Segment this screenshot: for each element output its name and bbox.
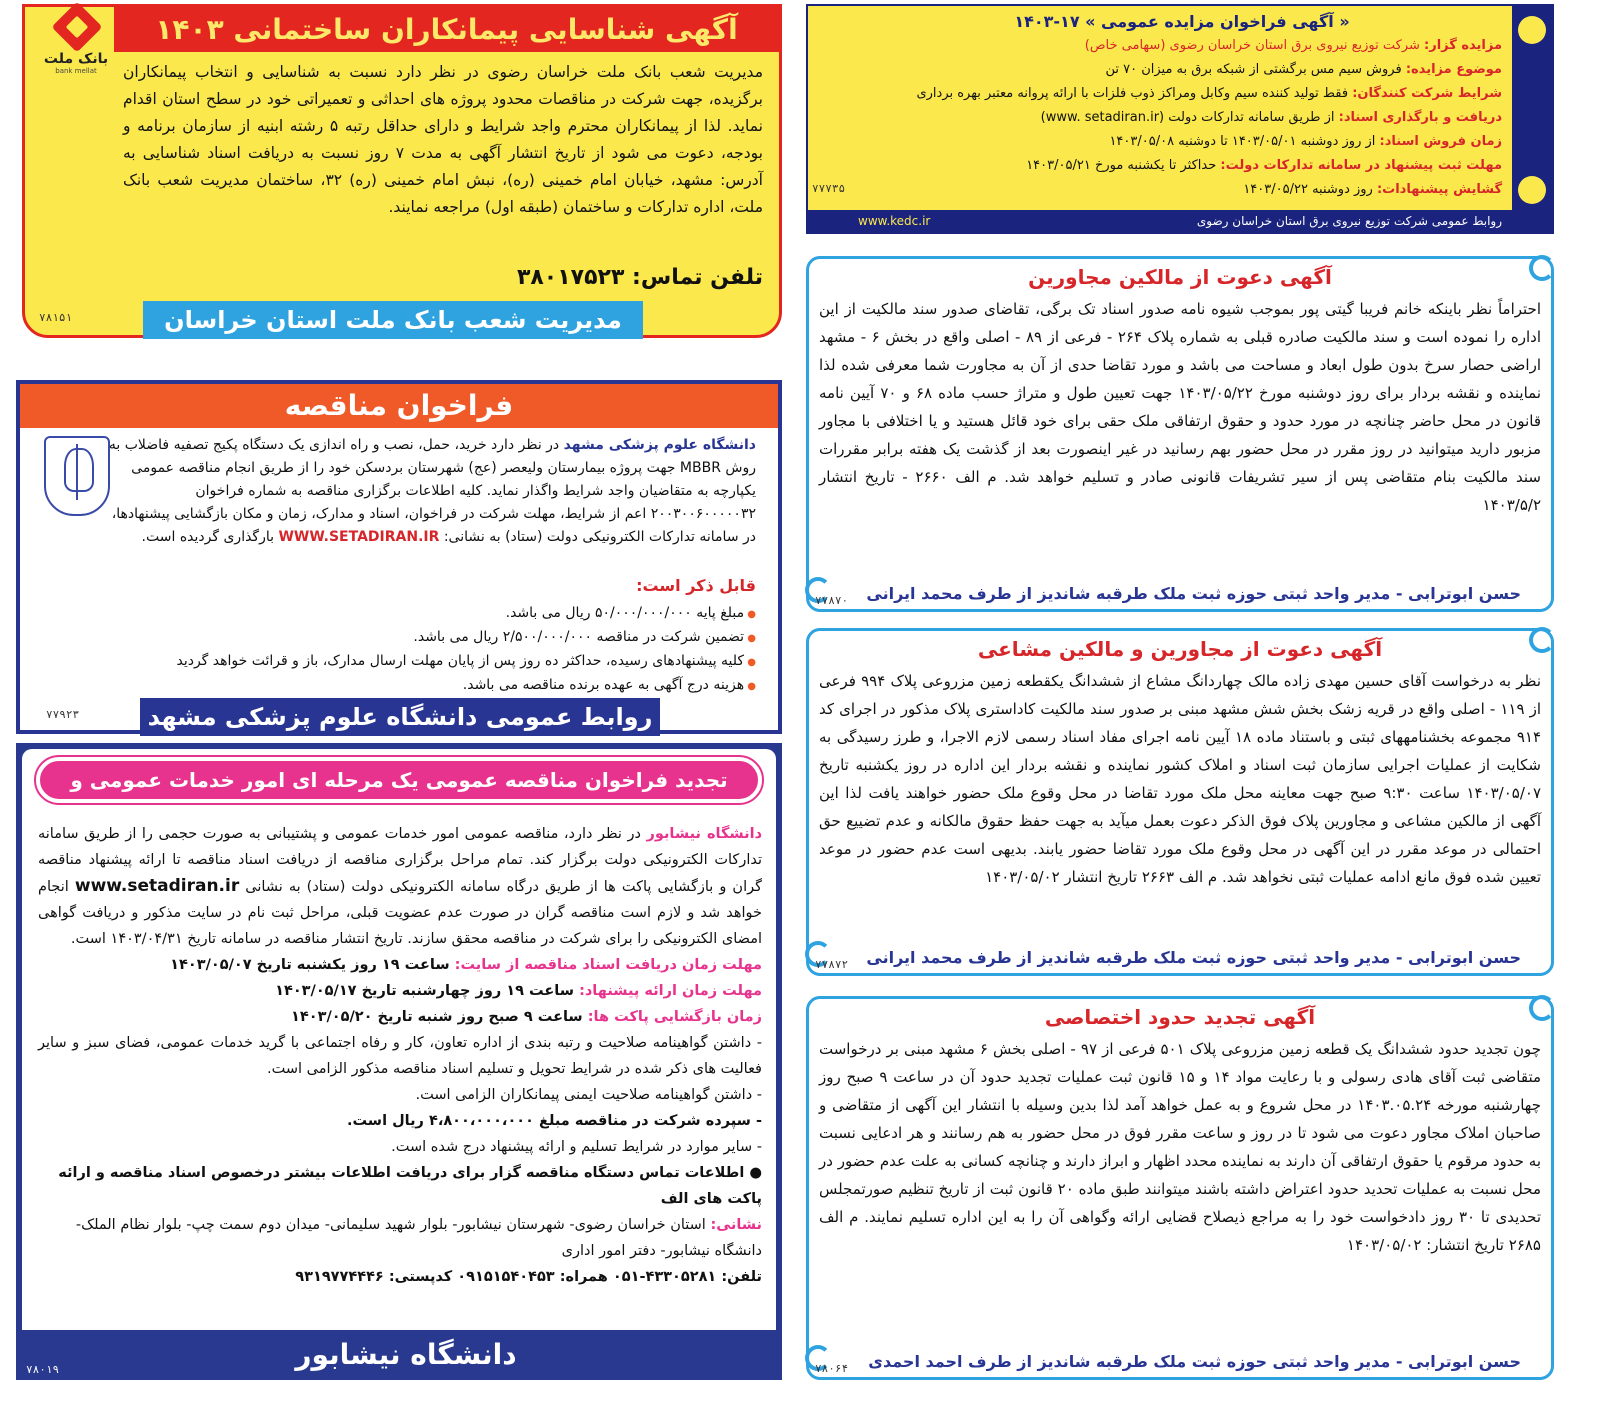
auction-ad <box>806 4 1554 234</box>
notice-signature: حسن ابوترابی - مدیر واحد ثبتی حوزه ثبت ملک طرقبه شاندیز از طرف محمد ایرانی <box>866 948 1521 967</box>
deadline-3-label: زمان بازگشایی پاکت ها: <box>587 1009 762 1025</box>
tender-ad <box>16 380 782 734</box>
co-owners-invitation-notice <box>806 628 1554 976</box>
field-label: موضوع مزایده: <box>1405 62 1502 77</box>
note-title: قابل ذکر است: <box>636 576 756 595</box>
corner-curl-icon <box>1529 995 1555 1021</box>
note-item: ● تضمین شرکت در مناقصه ۲/۵۰۰/۰۰۰/۰۰۰ ریال می باشد. <box>56 626 756 650</box>
website-link[interactable]: www.kedc.ir <box>858 214 931 228</box>
field-label: مهلت ثبت پیشنهاد در سامانه تدارکات دولت: <box>1220 158 1502 173</box>
notice-signature: حسن ابوترابی - مدیر واحد ثبتی حوزه ثبت ملک طرقبه شاندیز از طرف محمد ایرانی <box>866 584 1521 603</box>
field-label: مزایده گزار: <box>1424 38 1502 53</box>
contact-phone: تلفن تماس: ۳۸۰۱۷۵۲۳ <box>516 265 763 290</box>
address: استان خراسان رضوی- شهرستان نیشابور- بلوار شهید سلیمانی- میدان دوم سمت چپ- بلوار نظام الملک- دانشگاه نیشابور- دفتر امور اداری <box>75 1217 762 1259</box>
contact-info: ● اطلاعات تماس دستگاه مناقصه گزار برای دریافت اطلاعات بیشتر درخصوص اسناد مناقصه و ارائه پاکت های الف <box>58 1165 762 1207</box>
ad-title: تجدید فراخوان مناقصه عمومی یک مرحله ای امور خدمات عمومی و پشتیبانی دانشگاه نیشابور <box>36 757 762 803</box>
note-item: ● کلیه پیشنهادهای رسیده، حداکثر ده روز پس از پایان مهلت ارسال مدارک، باز و قرائت خواهد گردید <box>56 650 756 674</box>
deadline-2-label: مهلت زمان ارائه پیشنهاد: <box>579 983 762 999</box>
ad-footer <box>808 210 1512 232</box>
side-strip <box>1512 6 1552 234</box>
footer-text: روابط عمومی شرکت توزیع نیروی برق استان خراسان رضوی <box>1196 214 1502 228</box>
deadline-1-label: مهلت زمان دریافت اسناد مناقصه از سایت: <box>454 957 762 973</box>
ad-code: ۷۷۷۳۵ <box>812 182 846 195</box>
bank-mellat-logo <box>31 9 121 75</box>
requirement: - داشتن گواهینامه صلاحیت و رتبه بندی از اداره تعاون، کار و رفاه اجتماعی با گرید خدمات عمومی، فضای سبز و سایر فعالیت های ذکر شده در شرایط تحویل و تسلیم اسناد مناقصه مذکور الزامی است. <box>38 1035 762 1077</box>
ad-title: فراخوان مناقصه <box>20 384 778 428</box>
notice-title: آگهی تجدید حدود اختصاصی <box>1044 1005 1316 1029</box>
ad-footer: روابط عمومی دانشگاه علوم پزشکی مشهد <box>140 698 660 736</box>
ad-body <box>108 434 756 549</box>
ad-code: ۷۷۹۲۳ <box>46 708 80 721</box>
notes-list <box>56 602 756 698</box>
org-name: دانشگاه علوم پزشکی مشهد <box>563 437 756 453</box>
field-value: از روز دوشنبه ۱۴۰۳/۰۵/۰۱ تا دوشنبه ۱۴۰۳/۰۵/۰۸ <box>1109 134 1376 149</box>
phone-line: تلفن: ۴۳۳۰۵۲۸۱-۰۵۱ همراه: ۰۹۱۵۱۵۴۰۴۵۳ کدپستی: ۹۳۱۹۷۷۴۴۴۶ <box>295 1269 762 1285</box>
neighbors-invitation-notice <box>806 256 1554 612</box>
notice-body: نظر به درخواست آقای حسین مهدی زاده مالک چهاردانگ مشاع از ششدانگ یکقطعه زمین مزروعی پلاک ۹۹۴ فرعی از ۱۱۹ - اصلی واقع در قریه زشک بخش شش مشهد مبنی بر صدور سند مالکیت کاداستری پلاک مذکور در اجرای کد ۹۱۴ مجموعه بخشنامههای ثبتی و باستناد ماده ۱۸ آیین نامه اجرای مفاد اسناد رسمی لازم الاجرا، و طرز رسیدگی به شکایت از عملیات اجرایی سازمان ثبت اسناد و املاک کشور نماینده و نقشه بردار این اداره در روز یکشنبه تاریخ ۱۴۰۳/۰۵/۰۷ ساعت ۹:۳۰ صبح جهت معاینه محل ملک مورد تقاضا در محل وقوع ملک حضور خواهند یافت لذا این آگهی از مالکین مشاعی و مجاورین پلاک فوق الذکر دعوت بعمل میآید به جهت حفظ حقوق مالکانه و عدم تضییع حق احتمالی در موعد مقرر در این آگهی در محل وقوع ملک مورد تقاضا حضور یابند. بدیهی است عدم حضور در موعد تعیین شده فوق مانع ادامه عملیات ثبتی نخواهد شد. م الف ۲۶۶۳ تاریخ انتشار ۱۴۰۳/۰۵/۰۲ <box>819 672 1541 886</box>
ad-body: مدیریت شعب بانک ملت خراسان رضوی در نظر دارد نسبت به شناسایی و انتخاب پیمانکاران برگزیده، جهت شرکت در مناقصات محدود پروژه های احداثی و تعمیراتی خود در سطح استان اقدام نماید. لذا از پیمانکاران محترم واجد شرایط و دارای حداقل رتبه ۵ رشته ابنیه از سازمان برنامه و بودجه، دعوت می شود از تاریخ انتشار آگهی به مدت ۷ روز نسبت به دریافت اسناد شناسایی به آدرس: مشهد، خیابان امام خمینی (ره)، نبش امام خمینی (ره) ۳۲، ساختمان مدیریت شعب بانک ملت، اداره تدارکات و ساختمان (طبقه اول) مراجعه نمایند. <box>123 63 763 216</box>
org-name: دانشگاه نیشابور <box>646 826 763 842</box>
ad-code: ۷۷۸۷۰ <box>815 594 849 607</box>
energy-icon <box>1518 176 1546 204</box>
notice-signature: حسن ابوترابی - مدیر واحد ثبتی حوزه ثبت ملک طرقبه شاندیز از طرف احمد احمدی <box>868 1352 1521 1371</box>
body-text-3: بارگذاری گردیده است. <box>141 529 275 545</box>
requirement: - داشتن گواهینامه صلاحیت ایمنی پیمانکاران الزامی است. <box>415 1087 762 1103</box>
body-text-2: انجام خواهد شد و لازم است مناقصه گران در صورت عدم عضویت قبلی، مراحل ثبت نام در سایت مذکور و دریافت گواهی امضای الکترونیکی را برای شرکت در مناقصه محقق سازند. تاریخ انتشار مناقصه در سامانه تاریخ ۱۴۰۳/۰۴/۳۱ است. <box>38 879 762 947</box>
requirement: - سپرده شرکت در مناقصه مبلغ ۴،۸۰۰،۰۰۰،۰۰۰ ریال است. <box>346 1113 762 1129</box>
ad-body <box>862 10 1502 202</box>
bank-logo-icon <box>52 2 103 53</box>
ad-code: ۷۸۰۶۴ <box>815 1362 849 1375</box>
field-value: شرکت توزیع نیروی برق استان خراسان رضوی (سهامی خاص) <box>1084 38 1420 53</box>
corner-curl-icon <box>1529 255 1555 281</box>
setadiran-link[interactable]: WWW.SETADIRAN.IR <box>278 529 440 545</box>
address-label: نشانی: <box>710 1217 762 1233</box>
bank-mellat-ad <box>22 4 782 372</box>
ad-title: آگهی شناسایی پیمانکاران ساختمانی ۱۴۰۳ <box>114 7 779 52</box>
note-item: ● هزینه درج آگهی به عهده برنده مناقصه می باشد. <box>56 674 756 698</box>
field-value: فقط تولید کننده سیم وکابل ومراکز ذوب فلزات با ارائه پروانه معتبر بهره برداری <box>916 86 1349 101</box>
field-label: گشایش پیشنهادات: <box>1376 182 1502 197</box>
deadline-1: ساعت ۱۹ روز یکشنبه تاریخ ۱۴۰۳/۰۵/۰۷ <box>170 957 450 973</box>
notice-title: آگهی دعوت از مالکین مجاورین <box>1028 265 1332 289</box>
ad-footer: مدیریت شعب بانک ملت استان خراسان رضوی <box>143 301 643 339</box>
notice-body: چون تجدید حدود ششدانگ یک قطعه زمین مزروعی پلاک ۵۰۱ فرعی از ۹۷ - اصلی بخش ۶ مشهد مبنی بر درخواست متقاضی ثبت آقای هادی رسولی و با رعایت مواد ۱۴ و ۱۵ قانون ثبت عملیات تجدید حدود آن در ساعت ۹ صبح روز چهارشنبه مورخه ۱۴۰۳.۰۵.۲۴ در محل شروع و به عمل خواهد آمد لذا بدین وسیله با انتشار این آگهی از متقاضی و صاحبان املاک مجاور دعوت می شود تا در روز و ساعت مقرر فوق در محل حضور به هم رسانند و هر ادعایی نسبت به حدود مرقوم یا حقوق ارتفاقی آن دارند به نماینده محدد اظهار و ابراز دارند و چنانچه کسانی به علت عدم حضور در محل نسبت به عملیات تحدید حدود اعتراض داشته باشند میتوانند طبق ماده ۲۰ قانون ثبت از تاریخ تنظیم صورتمجلس تحدیدی تا ۳۰ روز دادخواست خود را به مراجع ذیصلاح قضایی ارائه وگواهی آن را به این اداره تسلیم نمایند. م الف ۲۶۸۵ تاریخ انتشار: ۱۴۰۳/۰۵/۰۲ <box>819 1040 1542 1254</box>
logo-name: بانک ملت <box>43 51 109 67</box>
notice-body: احتراماً نظر باینکه خانم فریبا گیتی پور بموجب شیوه نامه صدور اسناد تک برگی، تقاضای صدور سند مالکیت از این اداره را نموده است و سند مالکیت صادره قبلی به شماره پلاک ۲۶۴ - فرعی از ۸۹ - اصلی واقع در بخش ۶ - مشهد اراضی حصار سرخ بدون طول ابعاد و مساحت می باشد و مورد تقاضا حدی از آن به مجاورت شما معرفی شده لذا نماینده و نقشه بردار برای روز دوشنبه مورخ ۱۴۰۳/۰۵/۲۲ جهت تعیین طول و متراژ حسب ماده ۶۸ و ۷۰ آیین نامه قانون در محل حاضر چنانچه در مورد حدود و حقوق ارتفاقی ملک حقی برای خود قائل هستید و یا اختلافی با مجاور مزبور دارید میتوانید در روز مقرر در محل حضور بهم رسانید در غیر اینصورت بعد از گذشت یک هفته برابر مقررات سند مالکیت بنام متقاضی پس از سیر تشریفات قانونی صادر و تسلیم خواهد شد. م الف ۲۶۶۰ - تاریخ انتشار ۱۴۰۳/۵/۲ <box>819 300 1542 514</box>
note-item: ● مبلغ پایه ۵۰/۰۰۰/۰۰۰/۰۰۰ ریال می باشد. <box>56 602 756 626</box>
field-label: زمان فروش اسناد: <box>1379 134 1502 149</box>
field-value: از طریق سامانه تدارکات دولت (www. setadiran.ir) <box>1040 110 1335 125</box>
field-label: دریافت و بارگذاری اسناد: <box>1338 110 1502 125</box>
ad-footer: دانشگاه نیشابور <box>106 1330 706 1380</box>
requirement: - سایر موارد در شرایط تسلیم و ارائه پیشنهاد درج شده است. <box>391 1139 762 1155</box>
field-value: فروش سیم مس برگشتی از شبکه برق به میزان ۷۰ تن <box>1105 62 1402 77</box>
university-seal-icon <box>44 436 110 516</box>
ad-code: ۷۸۱۵۱ <box>39 311 73 324</box>
corner-curl-icon <box>1529 627 1555 653</box>
ad-panel <box>22 749 776 1330</box>
ad-code: ۷۸۰۱۹ <box>26 1363 60 1376</box>
field-value: روز دوشنبه ۱۴۰۳/۰۵/۲۲ <box>1243 182 1373 197</box>
ad-body <box>38 821 762 1290</box>
setadiran-link[interactable]: www.setadiran.ir <box>74 876 240 896</box>
body-text-1: در نظر دارد، مناقصه عمومی امور خدمات عمومی و پشتیبانی به صورت حجمی را از طریق سامانه تدارکات الکترونیکی دولت برگزار کند. تمام مراحل برگزاری مناقصه از دریافت اسناد مناقصه تا ارائه پیشنهاد مناقصه گران و بازگشایی پاکت ها از طریق درگاه سامانه الکترونیکی دولت (ستاد) به نشانی <box>38 826 763 895</box>
ad-title: « آگهی فراخوان مزایده عمومی » ۱۷-۱۴۰۳ <box>1014 12 1350 31</box>
neyshabur-tender-ad <box>16 743 782 1380</box>
deadline-3: ساعت ۹ صبح روز شنبه تاریخ ۱۴۰۳/۰۵/۲۰ <box>291 1009 583 1025</box>
company-logo-icon <box>1518 16 1546 44</box>
notice-title: آگهی دعوت از مجاورین و مالکین مشاعی <box>977 637 1383 661</box>
field-value: حداکثر تا یکشنبه مورخ ۱۴۰۳/۰۵/۲۱ <box>1026 158 1217 173</box>
logo-latin: bank mellat <box>55 67 97 75</box>
deadline-2: ساعت ۱۹ روز چهارشنبه تاریخ ۱۴۰۳/۰۵/۱۷ <box>275 983 574 999</box>
field-label: شرایط شرکت کنندگان: <box>1352 86 1502 101</box>
ad-code: ۷۷۸۷۲ <box>815 958 849 971</box>
body-text-1: در نظر دارد خرید، حمل، نصب و راه اندازی یک دستگاه پکیج تصفیه فاضلاب به روش MBBR جهت پروژه بیمارستان ولیعصر (عج) شهرستان بردسکن خود را از طریق انجام مناقصه عمومی یکپارچه به متقاضیان واجد شرایط واگذار نماید. <box>108 437 756 499</box>
body-text-2: کلیه اطلاعات برگزاری مناقصه به شماره فراخوان ۲۰۰۳۰۰۶۰۰۰۰۰۳۲ اعم از شرایط، مهلت شرکت در فراخوان، اسناد و مدارک، زمان و مکان بازگشایی پیشنهادها، در سامانه تدارکات الکترونیکی دولت (ستاد) به نشانی: <box>111 483 756 545</box>
boundary-renewal-notice <box>806 996 1554 1380</box>
